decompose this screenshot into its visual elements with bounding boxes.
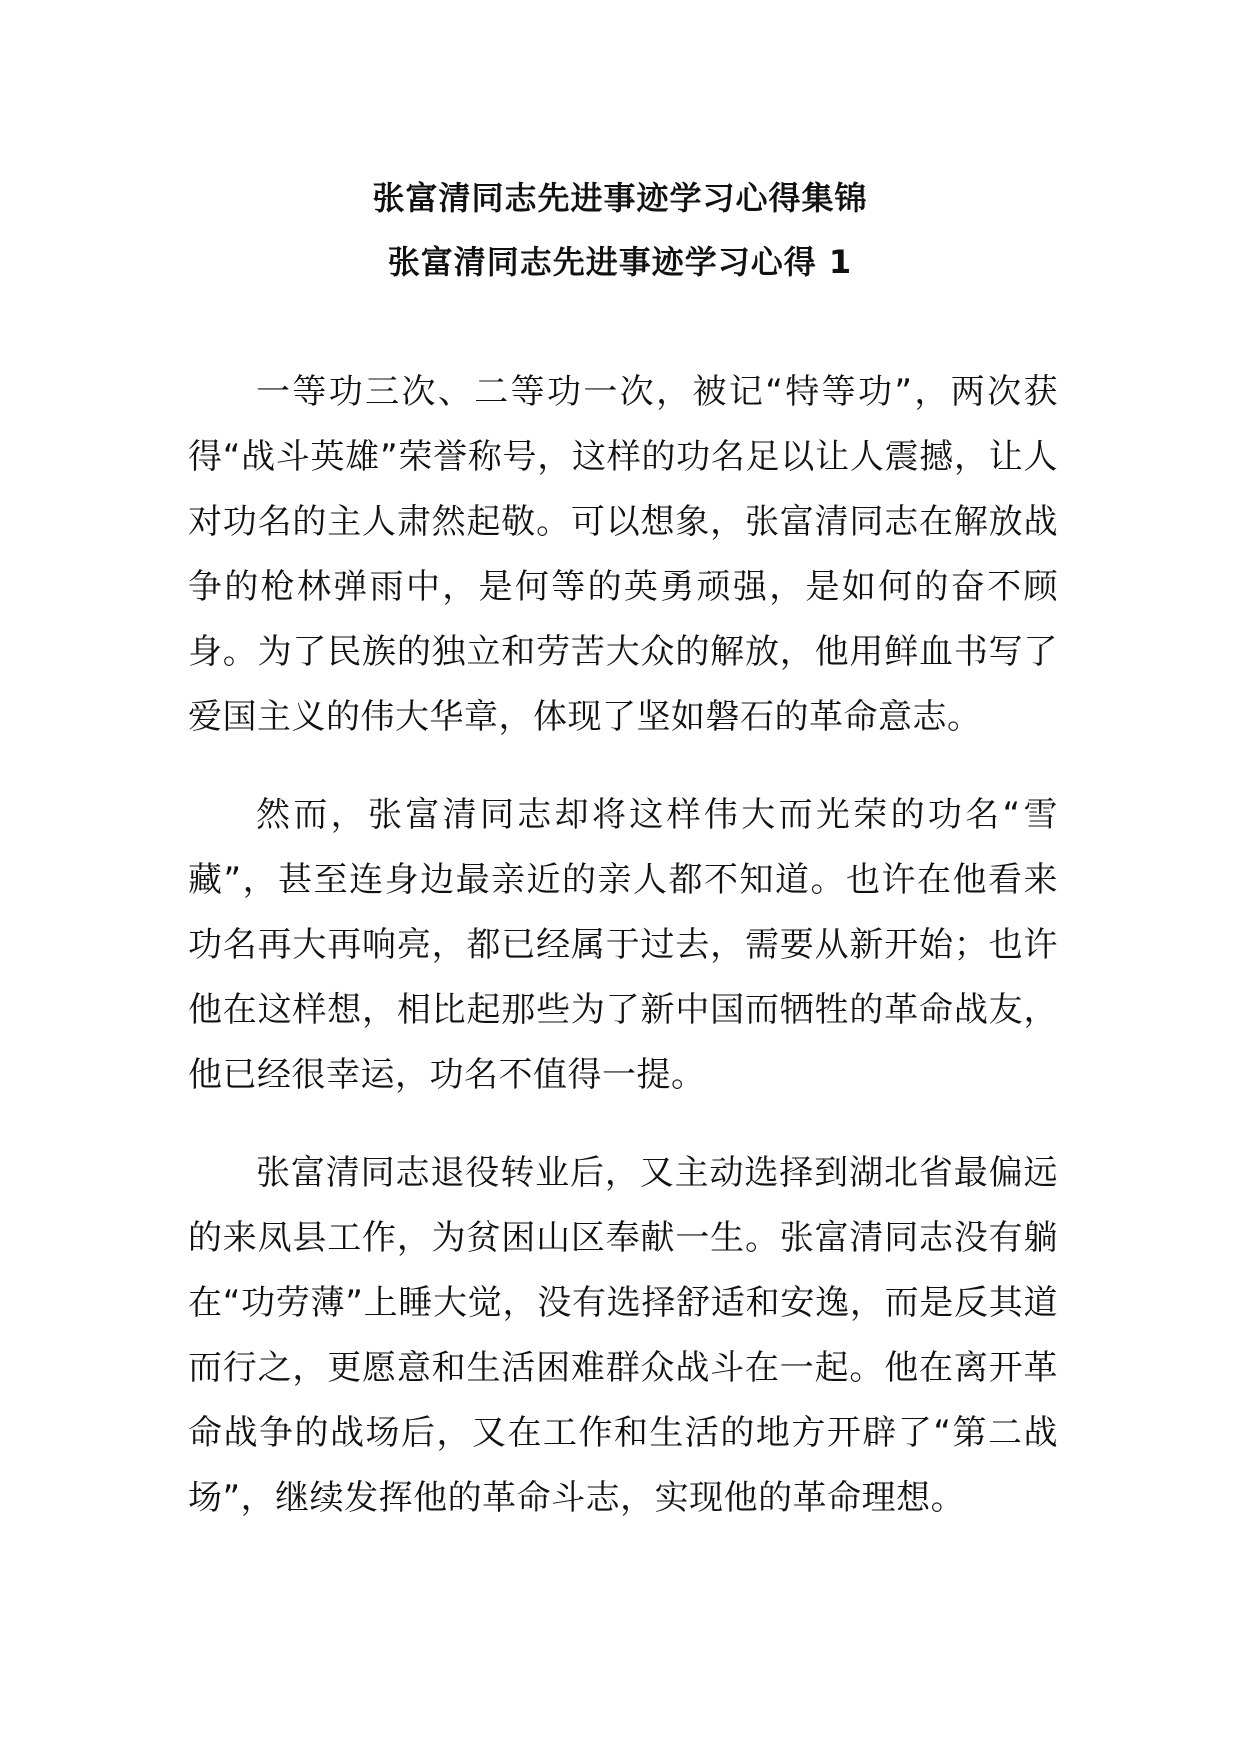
document-subtitle: 张富清同志先进事迹学习心得 1 [387, 243, 853, 281]
paragraph-1: 一等功三次、二等功一次，被记“特等功”，两次获得“战斗英雄”荣誉称号，这样的功名足以让人震撼，让人对功名的主人肃然起敬。可以想象，张富清同志在解放战争的枪林弹雨中，是何等的英勇顽强，是如何的奋不顾身。为了民族的独立和劳苦大众的解放，他用鲜血书写了爱国主义的伟大华章，体现了坚如磐石的革命意志。 [188, 372, 1058, 737]
document-title: 张富清同志先进事迹学习心得集锦 [372, 179, 868, 217]
paragraph-3: 张富清同志退役转业后，又主动选择到湖北省最偏远的来凤县工作，为贫困山区奉献一生。张富清同志没有躺在“功劳薄”上睡大觉，没有选择舒适和安逸，而是反其道而行之，更愿意和生活困难群众战斗在一起。他在离开革命战争的战场后，又在工作和生活的地方开辟了“第二战场”，继续发挥他的革命斗志，实现他的革命理想。 [188, 1153, 1058, 1518]
document-body [188, 360, 1058, 1564]
paragraph-2: 然而，张富清同志却将这样伟大而光荣的功名“雪藏”，甚至连身边最亲近的亲人都不知道。也许在他看来功名再大再响亮，都已经属于过去，需要从新开始；也许他在这样想，相比起那些为了新中国而牺牲的革命战友，他已经很幸运，功名不值得一提。 [188, 795, 1058, 1095]
